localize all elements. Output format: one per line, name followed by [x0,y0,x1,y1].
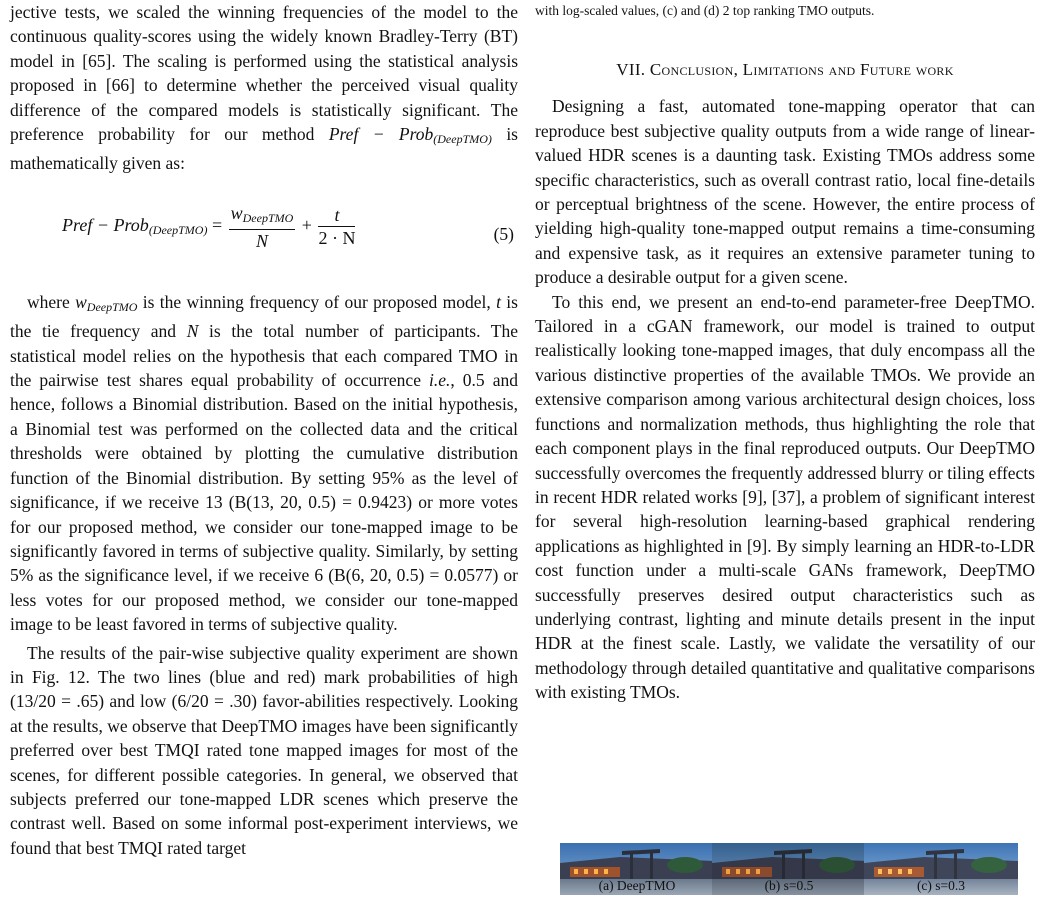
fraction-t-over-2n: $\frac{t}{2 \cdot N}$ [318,205,356,249]
paragraph-conclusion-1: Designing a fast, automated tone-mapping operator that can reproduce best subjective quality outputs from a wide range of linear-valued HDR scenes is a daunting task. Existing TMOs address some specific characteristics, such as overall contrast ratio, local fine-details or perceptual brightness of the scene. However, the entire process of yielding high-quality tone-mapped output remains a time-consuming and expensive task, as it requires an extensive parameter tuning to produce a desirable output for a given scene. [535,96,1035,288]
left-column [10,0,518,860]
paragraph-binomial: where $w_{DeepTMO}$ is the winning frequency of our proposed model, t is the tie frequency and N is the total number of participants. The statistical model relies on the hypothesis that each compared TMO in the pairwise test shares equal probability of occurrence i.e., 0.5 and hence, follows a Binomial distribution. Based on the initial hypothesis, a Binomial test was performed on the collected data and the critical thresholds were obtained by plotting the cumulative distribution function of the Binomial distribution. By setting 95% as the level of significance, if we receive 13 (B(13, 20, 0.5) = 0.9423) or more votes for our proposed method, we consider our tone-mapped image to be significantly favored in terms of subjective quality. Similarly, by setting 5% as the significance level, if we receive 6 (B(6, 20, 0.5) = 0.0577) or less votes for our proposed method, we consider our tone-mapped image to be least favored in terms of subjective quality. [10,291,518,635]
section-heading: VII. Conclusion, Limitations and Future work [616,60,954,79]
paragraph-results: The results of the pair-wise subjective quality experiment are shown in Fig. 12. The two lines (blue and red) mark probabilities of high (13/20 = .65) and low (6/20 = .30) favor-abilities respectively. Looking at the results, we observe that DeepTMO images have been significantly preferred over best TMQI rated tone mapped images for most of the scenes, for different possible categories. In general, we observed that subjects preferred our tone-mapped LDR scenes which preserve the contrast well. Based on some informal post-experiment interviews, we found that best TMQI rated target [10,642,518,858]
fraction-w-over-n: $\frac{w_{DeepTMO}}{N}$ [230,202,294,251]
figure-caption-tail: with log-scaled values, (c) and (d) 2 top ranking TMO outputs. [535,3,875,18]
pref-prob-inline: Pref − Prob [328,124,434,145]
right-column [535,0,1035,705]
subcaption-c: (c) s=0.3 [916,878,966,893]
subcaption-b: (b) s=0.5 [764,878,814,893]
paragraph-bt-model: jective tests, we scaled the winning frequencies of the model to the continuous quality-scores using the widely known Bradley-Terry (BT) model in [65]. The scaling is performed using the statistical analysis proposed in [66] to determine whether the perceived visual quality difference of the compared models is statistically significant. The preference probability for our method Pref − Prob$_{(DeepTMO)}$ is mathematically given as: [10,2,518,174]
equation-label: (5) [493,223,514,244]
equation-5: Pref − Prob$_{(DeepTMO)}$ = $\frac{w_{DeepTMO}}{N}$ + $\frac{t}{2 \cdot N}$ (5) [62,202,514,251]
paragraph-conclusion-2: To this end, we present an end-to-end parameter-free DeepTMO. Tailored in a cGAN framework, our model is trained to output realistically looking tone-mapped images, that duly encompass all the various distinctive properties of the available TMOs. We provide an extensive comparison among various architectural design choices, loss functions and normalization methods, thus highlighting the role that each component plays in the final reproduced outputs. Our DeepTMO successfully overcomes the frequently addressed blurry or tiling effects in recent HDR related works [9], [37], a problem of significant interest for several high-resolution learning-based graphical rendering applications as highlighted in [9]. By simply learning an HDR-to-LDR cost function under a multi-scale GANs framework, DeepTMO successfully preserves desired output characteristics such as underlying contrast, lighting and minute details present in the input HDR at the finest scale. Lastly, we validate the versatility of our methodology through detailed quantitative and qualitative comparisons with existing TMOs. [535,291,1035,703]
subcaption-a: (a) DeepTMO [598,878,676,893]
